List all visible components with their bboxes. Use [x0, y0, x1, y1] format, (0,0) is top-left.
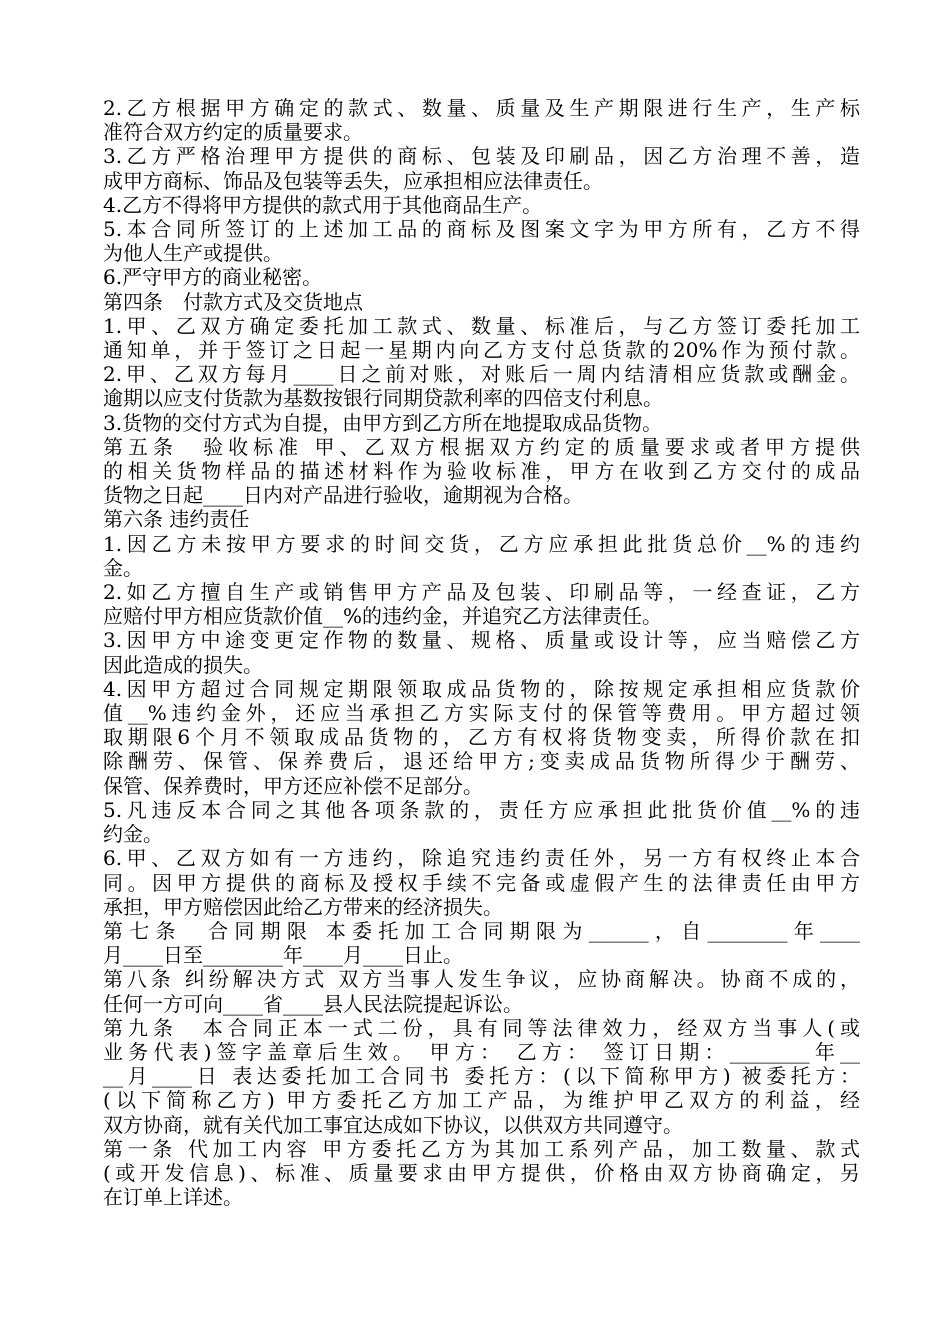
text-line: 取期限6个月不领取成品货物的，乙方有权将货物变卖，所得价款在扣 [103, 725, 860, 750]
text-line: 业务代表)签字盖章后生效。 甲方： 乙方： 签订日期：________年__ [103, 1039, 860, 1064]
section-heading: 第六条 违约责任 [103, 507, 250, 532]
section-heading: 第八条 纠纷解决方式 双方当事人发生争议，应协商解决。协商不成的， [103, 967, 860, 992]
text-line: __月____日 表达委托加工合同书 委托方：(以下简称甲方) 被委托方： [103, 1064, 860, 1089]
text-line: 月____日至________年____月____日止。 [103, 943, 463, 968]
text-line: 货物之日起____日内对产品进行验收，逾期视为合格。 [103, 483, 583, 508]
text-line: 2.如乙方擅自生产或销售甲方产品及包装、印刷品等，一经查证，乙方 [103, 580, 860, 605]
text-line: (以下简称乙方) 甲方委托乙方加工产品，为维护甲乙双方的利益，经 [103, 1088, 860, 1113]
text-line: 3.乙方严格治理甲方提供的商标、包装及印刷品，因乙方治理不善，造 [103, 144, 860, 169]
section-heading: 第七条 合同期限 本委托加工合同期限为______，自________年____ [103, 918, 860, 943]
text-line: (或开发信息)、标准、质量要求由甲方提供，价格由双方协商确定，另 [103, 1160, 860, 1185]
text-line: 准符合双方约定的质量要求。 [103, 120, 363, 145]
text-line: 在订单上详述。 [103, 1185, 243, 1210]
contract-body-text [103, 96, 860, 1209]
text-line: 承担，甲方赔偿因此给乙方带来的经济损失。 [103, 894, 503, 919]
section-heading: 第一条 代加工内容 甲方委托乙方为其加工系列产品，加工数量、款式 [103, 1136, 860, 1161]
text-line: 4.因甲方超过合同规定期限领取成品货物的，除按规定承担相应货款价 [103, 676, 860, 701]
text-line: 通知单，并于签订之日起一星期内向乙方支付总货款的20%作为预付款。 [103, 338, 860, 363]
text-line: 为他人生产或提供。 [103, 241, 283, 266]
text-line: 金。 [103, 555, 143, 580]
text-line: 除酬劳、保管、保养费后，退还给甲方;变卖成品货物所得少于酬劳、 [103, 749, 860, 774]
text-line: 1.因乙方未按甲方要求的时间交货，乙方应承担此批货总价__%的违约 [103, 531, 860, 556]
text-line: 5.本合同所签订的上述加工品的商标及图案文字为甲方所有，乙方不得 [103, 217, 860, 242]
text-line: 2.甲、乙双方每月____日之前对账，对账后一周内结清相应货款或酬金。 [103, 362, 860, 387]
text-line: 成甲方商标、饰品及包装等丢失，应承担相应法律责任。 [103, 168, 603, 193]
text-line: 1.甲、乙双方确定委托加工款式、数量、标准后，与乙方签订委托加工 [103, 313, 860, 338]
text-line: 6.严守甲方的商业秘密。 [103, 265, 323, 290]
text-line: 6.甲、乙双方如有一方违约，除追究违约责任外，另一方有权终止本合 [103, 846, 860, 871]
text-line: 3.货物的交付方式为自提，由甲方到乙方所在地提取成品货物。 [103, 410, 663, 435]
text-line: 约金。 [103, 822, 163, 847]
text-line: 应赔付甲方相应货款价值__%的违约金，并追究乙方法律责任。 [103, 604, 663, 629]
section-heading: 第五条 验收标准 甲、乙双方根据双方约定的质量要求或者甲方提供 [103, 434, 860, 459]
text-line: 的相关货物样品的描述材料作为验收标准，甲方在收到乙方交付的成品 [103, 459, 860, 484]
text-line: 同。因甲方提供的商标及授权手续不完备或虚假产生的法律责任由甲方 [103, 870, 860, 895]
text-line: 值__%违约金外，还应当承担乙方实际支付的保管等费用。甲方超过领 [103, 701, 860, 726]
section-heading: 第九条 本合同正本一式二份，具有同等法律效力，经双方当事人(或 [103, 1015, 860, 1040]
text-line: 4.乙方不得将甲方提供的款式用于其他商品生产。 [103, 192, 543, 217]
text-line: 保管、保养费时，甲方还应补偿不足部分。 [103, 773, 483, 798]
text-line: 3.因甲方中途变更定作物的数量、规格、质量或设计等，应当赔偿乙方 [103, 628, 860, 653]
text-line: 因此造成的损失。 [103, 652, 263, 677]
text-line: 逾期以应支付货款为基数按银行同期贷款利率的四倍支付利息。 [103, 386, 663, 411]
text-line: 5.凡违反本合同之其他各项条款的，责任方应承担此批货价值__%的违 [103, 797, 860, 822]
text-line: 任何一方可向____省____县人民法院提起诉讼。 [103, 991, 523, 1016]
text-line: 2.乙方根据甲方确定的款式、数量、质量及生产期限进行生产，生产标 [103, 96, 860, 120]
section-heading: 第四条 付款方式及交货地点 [103, 289, 363, 314]
text-line: 双方协商，就有关代加工事宜达成如下协议，以供双方共同遵守。 [103, 1112, 683, 1137]
